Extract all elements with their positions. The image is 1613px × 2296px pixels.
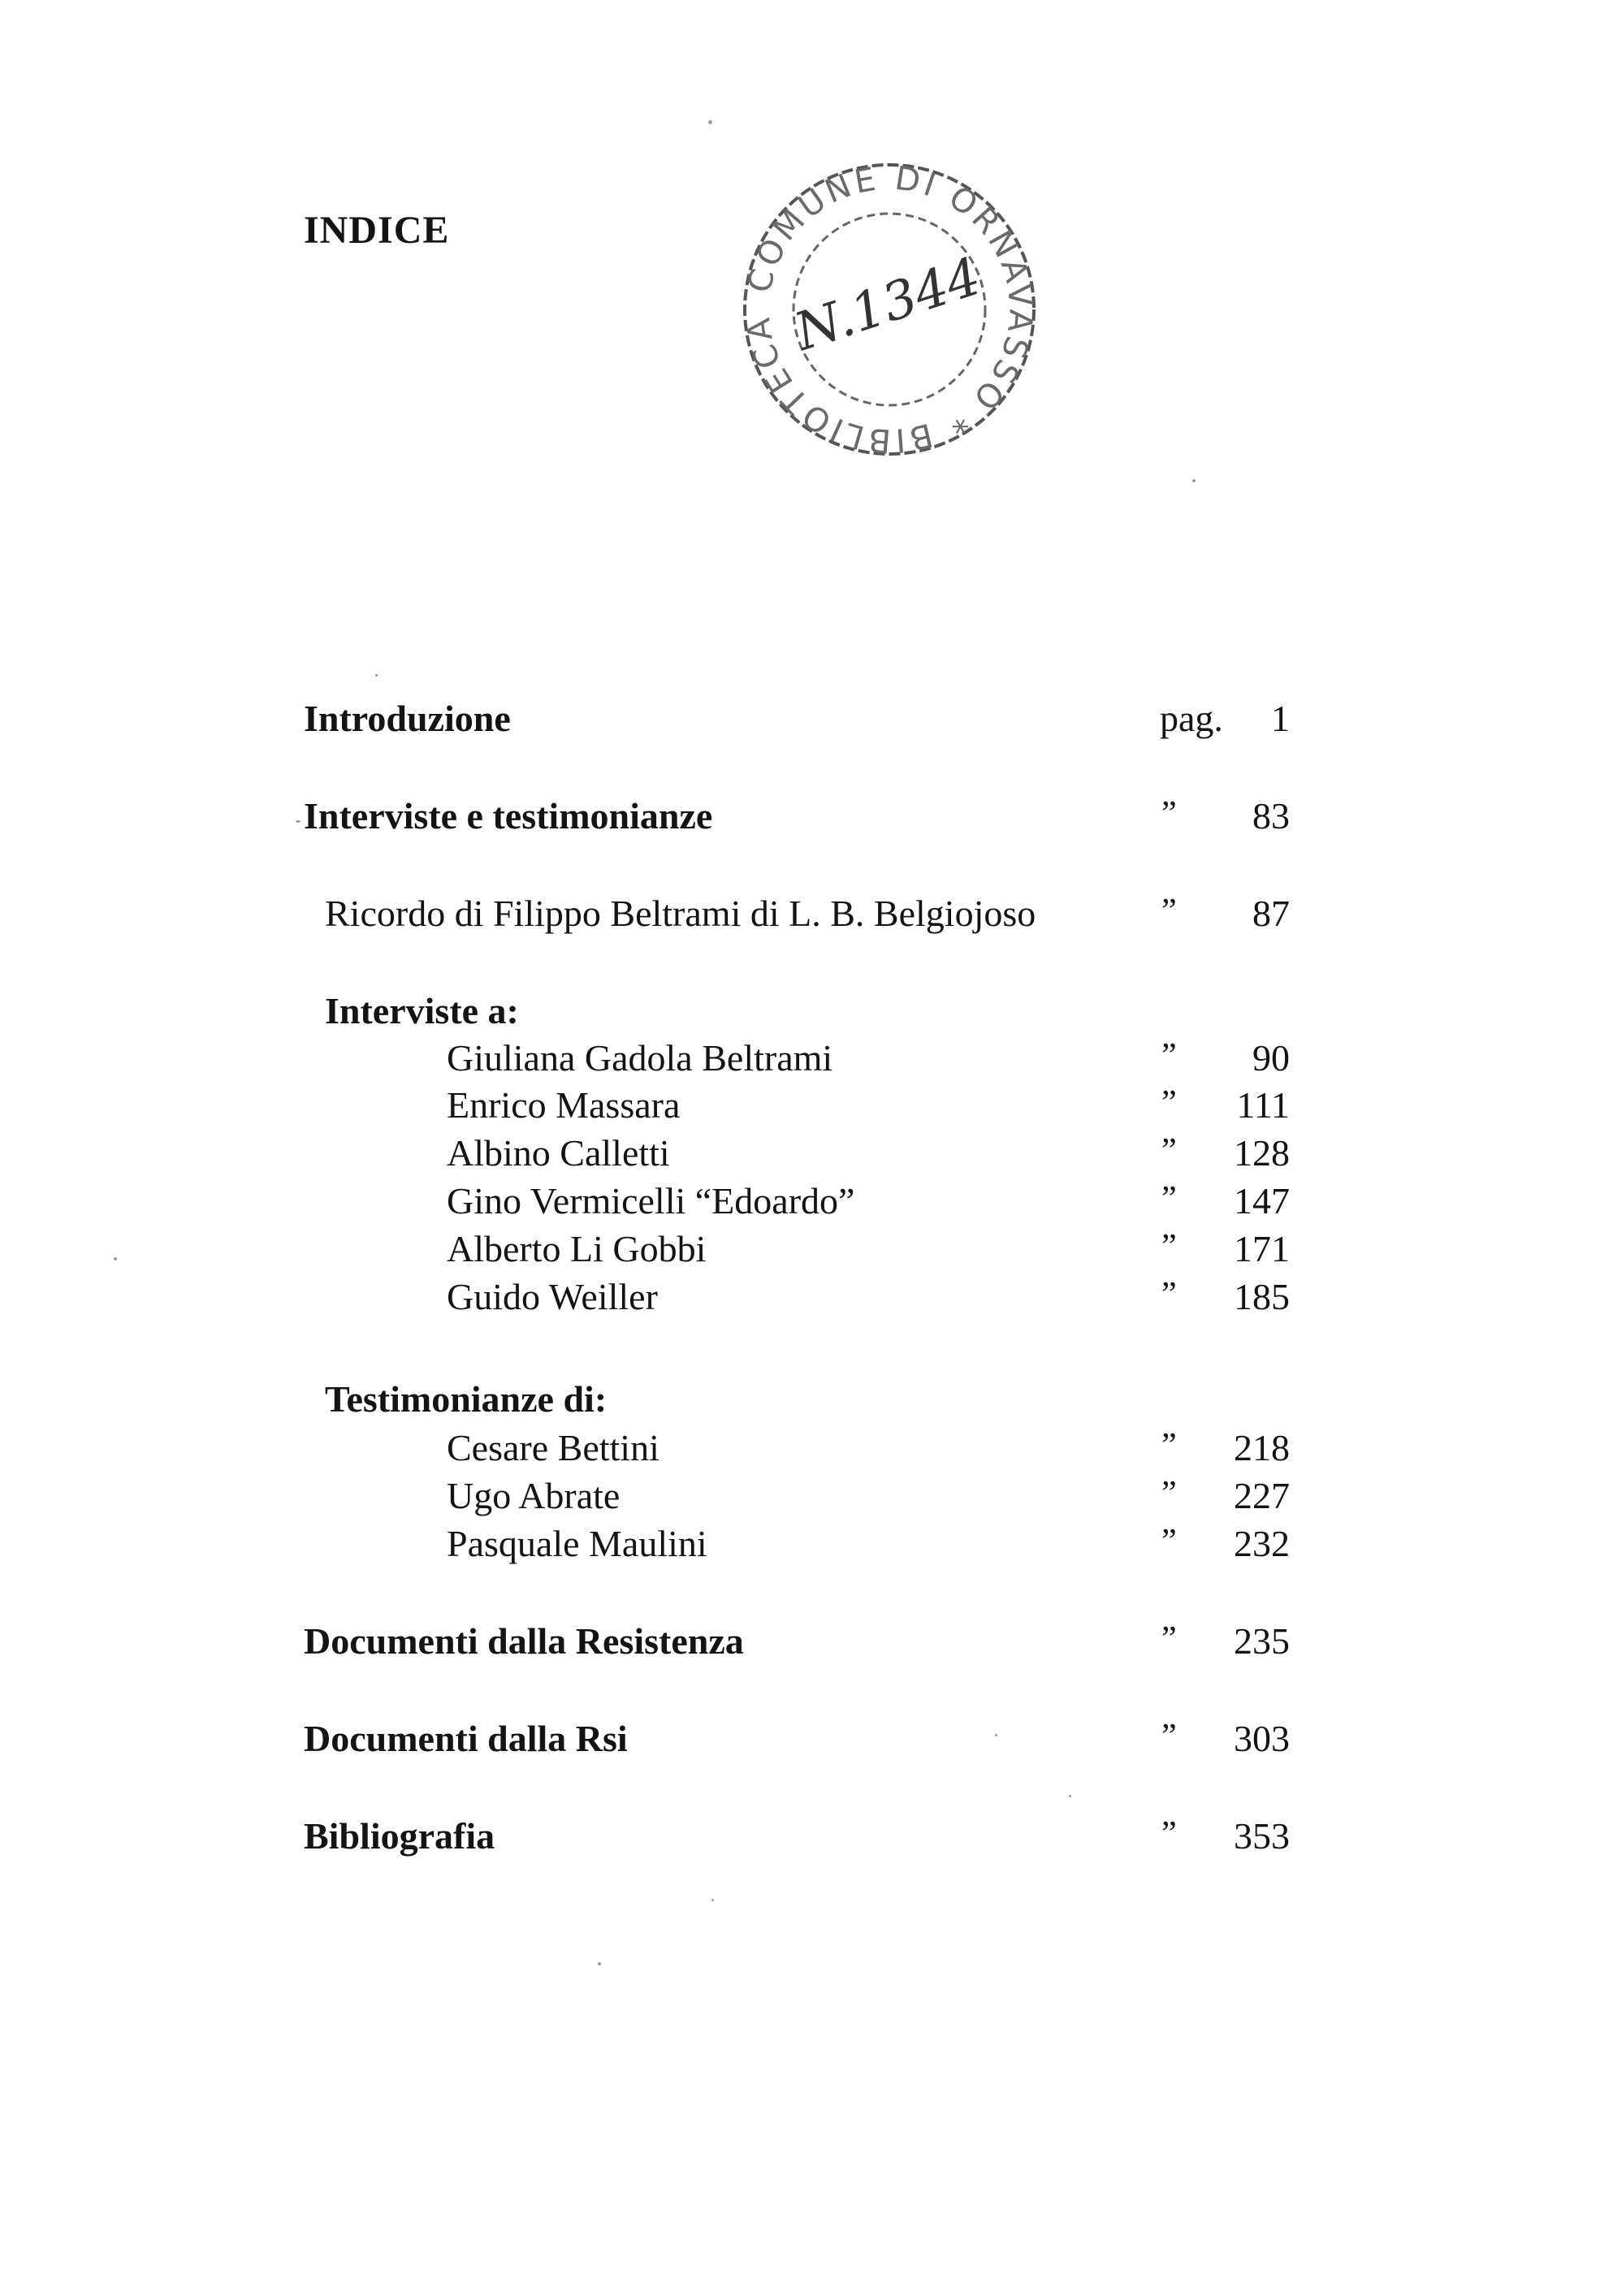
stamp-ring-text: COMUNE DI ORNAVASSO * BIBLIOTECA [739, 159, 1040, 460]
stamp-number: N.1344 [787, 246, 988, 363]
toc-entry [0, 1036, 1613, 1085]
toc-entry [0, 1619, 1613, 1668]
scan-speck [1192, 479, 1196, 482]
toc-section-heading [0, 1377, 1613, 1426]
library-stamp [739, 159, 1040, 460]
ditto-mark: ” [1161, 1523, 1177, 1560]
page-number: 1 [1271, 698, 1290, 739]
toc-entry-label: Giuliana Gadola Beltrami [447, 1037, 833, 1079]
scan-speck [995, 1734, 997, 1736]
page-number: 128 [1234, 1132, 1290, 1174]
toc-entry [0, 697, 1613, 746]
toc-entry [0, 1717, 1613, 1766]
toc-entry-label: Interviste e testimonianze [304, 795, 713, 837]
toc-entry [0, 1814, 1613, 1863]
page-title: INDICE [304, 209, 450, 252]
toc-entry-label: Ugo Abrate [447, 1475, 621, 1516]
page-number: 235 [1234, 1620, 1290, 1662]
ditto-mark: ” [1161, 1427, 1177, 1464]
page-number: 227 [1234, 1475, 1290, 1516]
toc-entry [0, 1131, 1613, 1180]
scan-speck [711, 1899, 714, 1901]
ditto-mark: ” [1161, 1815, 1177, 1853]
ditto-mark: ” [1161, 1084, 1177, 1122]
toc-heading-label: Interviste a: [325, 990, 519, 1031]
toc-heading-label: Testimonianze di: [325, 1378, 608, 1420]
scan-speck [1069, 1795, 1071, 1797]
ditto-mark: ” [1161, 1228, 1177, 1265]
page-number: 87 [1252, 893, 1290, 934]
toc-entry [0, 892, 1613, 940]
toc-entry [0, 1083, 1613, 1132]
page-number: 111 [1236, 1084, 1290, 1126]
scan-speck [296, 820, 301, 823]
toc-entry-label: Documenti dalla Resistenza [304, 1620, 744, 1662]
page-number: 83 [1252, 795, 1290, 837]
toc-section-heading [0, 989, 1613, 1038]
page-number: 90 [1252, 1037, 1290, 1079]
ditto-mark: ” [1161, 1037, 1177, 1074]
toc-entry [0, 1179, 1613, 1228]
toc-entry-label: Alberto Li Gobbi [447, 1228, 707, 1269]
toc-entry-label: Enrico Massara [447, 1084, 681, 1126]
toc-entry [0, 1474, 1613, 1523]
toc-entry-label: Pasquale Maulini [447, 1523, 707, 1564]
toc-entry-label: Gino Vermicelli “Edoardo” [447, 1180, 855, 1222]
page-number: 353 [1234, 1815, 1290, 1857]
scan-speck [598, 1962, 601, 1965]
toc-entry [0, 1522, 1613, 1571]
toc-entry [0, 1275, 1613, 1324]
toc-entry-label: Albino Calletti [447, 1132, 670, 1174]
page-number: 147 [1234, 1180, 1290, 1222]
ditto-mark: ” [1161, 1718, 1177, 1755]
page-number: 303 [1234, 1718, 1290, 1759]
page-number: 218 [1234, 1427, 1290, 1468]
page-number: 171 [1234, 1228, 1290, 1269]
scan-speck [375, 674, 378, 677]
toc-entry [0, 1227, 1613, 1276]
ditto-mark: ” [1161, 1620, 1177, 1658]
ditto-mark: ” [1161, 1180, 1177, 1217]
toc-entry [0, 1426, 1613, 1475]
toc-entry-label: Bibliografia [304, 1815, 495, 1857]
scan-speck [114, 1257, 117, 1260]
page-number: 185 [1234, 1276, 1290, 1317]
ditto-mark: ” [1161, 1132, 1177, 1170]
ditto-mark: ” [1161, 1276, 1177, 1313]
toc-entry-label: Guido Weiller [447, 1276, 658, 1317]
ditto-mark: ” [1161, 893, 1177, 930]
page-prefix: pag. [1160, 698, 1223, 739]
scan-speck [708, 120, 712, 124]
toc-entry [0, 794, 1613, 843]
page-number: 232 [1234, 1523, 1290, 1564]
toc-entry-label: Introduzione [304, 698, 511, 739]
toc-entry-label: Cesare Bettini [447, 1427, 659, 1468]
ditto-mark: ” [1161, 795, 1177, 832]
ditto-mark: ” [1161, 1475, 1177, 1512]
toc-entry-label: Documenti dalla Rsi [304, 1718, 628, 1759]
toc-entry-label: Ricordo di Filippo Beltrami di L. B. Belgiojoso [325, 893, 1036, 934]
